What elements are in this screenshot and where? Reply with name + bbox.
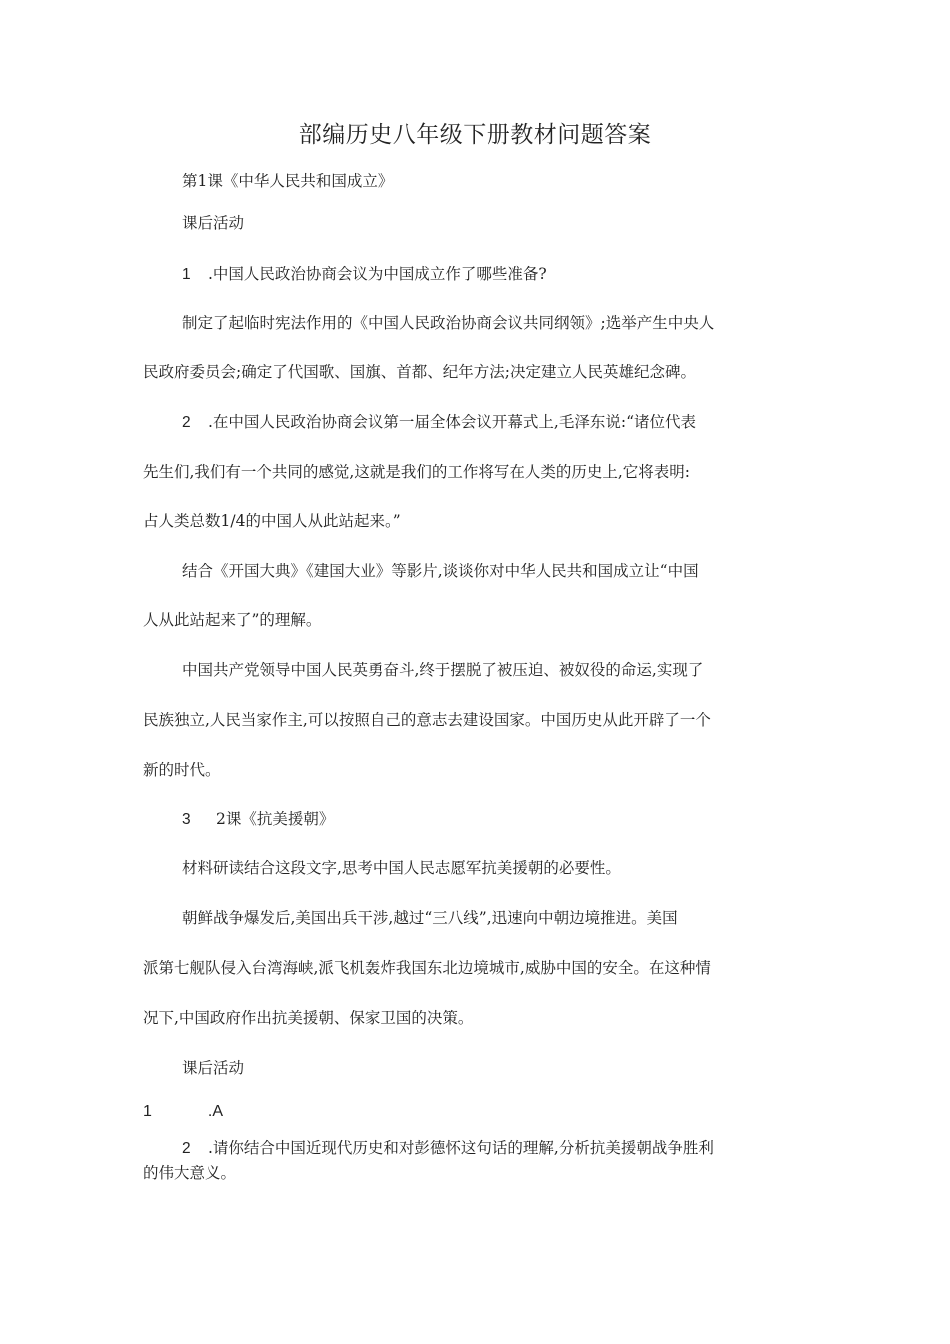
question-1-number: 1 (182, 266, 191, 283)
question-2-line-3: 占人类总数1/4的中国人从此站起来。” (143, 512, 401, 530)
answer-2-line-3: 新的时代。 (143, 761, 221, 779)
answer-1-choice (143, 1102, 223, 1122)
question-2-line-2: 先生们,我们有一个共同的感觉,这就是我们的工作将写在人类的历史上,它将表明: (143, 463, 691, 481)
question-3-text: .请你结合中国近现代历史和对彭德怀这句话的理解,分析抗美援朝战争胜利 (208, 1139, 714, 1157)
answer-2-line-2: 民族独立,人民当家作主,可以按照自己的意志去建设国家。中国历史从此开辟了一个 (143, 711, 711, 729)
document-title: 部编历史八年级下册教材问题答案 (298, 122, 652, 148)
question-3-line-2: 的伟大意义。 (143, 1164, 237, 1182)
material-line-1: 朝鲜战争爆发后,美国出兵干涉,越过“三八线”,迅速向中朝边境推进。美国 (182, 909, 678, 927)
answer-1-choice-text: .A (207, 1103, 224, 1120)
question-1-text: .中国人民政治协商会议为中国成立作了哪些准备? (208, 265, 547, 283)
lesson1-heading: 第1课《中华人民共和国成立》 (182, 172, 394, 190)
answer-1-line-1: 制定了起临时宪法作用的《中国人民政治协商会议共同纲领》;选举产生中央人 (182, 314, 715, 332)
lesson2-title: 2课《抗美援朝》 (216, 810, 335, 828)
question-2b-line-2: 人从此站起来了”的理解。 (143, 611, 322, 629)
answer-1-choice-number: 1 (143, 1103, 152, 1120)
question-2b-line-1: 结合《开国大典》《建国大业》等影片,谈谈你对中华人民共和国成立让“中国 (182, 562, 699, 580)
question-2 (182, 412, 852, 433)
lesson2-number: 3 (182, 811, 191, 828)
activity2-heading: 课后活动 (182, 1059, 245, 1077)
lesson2-heading (182, 809, 852, 830)
question-3 (182, 1138, 852, 1159)
activity1-heading: 课后活动 (182, 214, 245, 232)
material-line-3: 况下,中国政府作出抗美援朝、保家卫国的决策。 (143, 1009, 474, 1027)
question-2-number: 2 (182, 414, 191, 431)
question-2-text: .在中国人民政治协商会议第一届全体会议开幕式上,毛泽东说:“诸位代表 (208, 413, 697, 431)
question-3-number: 2 (182, 1140, 191, 1157)
material-line-2: 派第七舰队侵入台湾海峡,派飞机轰炸我国东北边境城市,威胁中国的安全。在这种情 (143, 959, 711, 977)
answer-1-line-2: 民政府委员会;确定了代国歌、国旗、首都、纪年方法;决定建立人民英雄纪念碑。 (143, 363, 696, 381)
answer-2-line-1: 中国共产党领导中国人民英勇奋斗,终于摆脱了被压迫、被奴役的命运,实现了 (182, 661, 704, 679)
material-heading: 材料研读结合这段文字,思考中国人民志愿军抗美援朝的必要性。 (182, 859, 621, 877)
question-1 (182, 264, 852, 285)
